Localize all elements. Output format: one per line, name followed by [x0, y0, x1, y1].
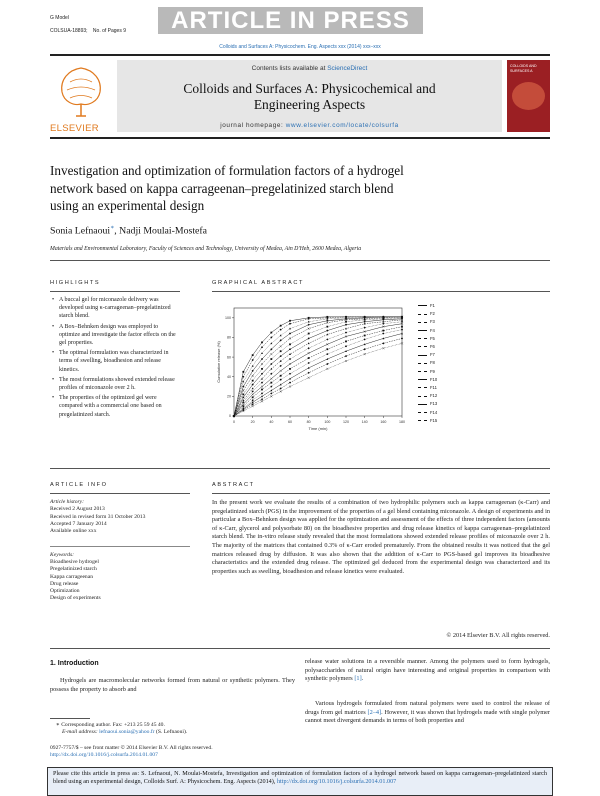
- citation-text: Please cite this article in press as: S. Lefnaoui, N. Moulai-Mostefa, Investigation and optimization of formulation factors of a hydrogel network based on kappa carrageenan–pregelatinized starch blend using an experimental design, Colloids Surf. A: Physicochem. Eng. Aspects (2014),: [53, 770, 547, 785]
- data-point: [401, 337, 403, 339]
- legend-label: F12: [430, 393, 438, 399]
- data-point: [326, 330, 328, 332]
- data-point: [308, 377, 310, 379]
- data-point: [382, 330, 384, 332]
- email-link[interactable]: lefnaoui.sonia@yahoo.fr: [99, 729, 155, 736]
- keyword: Optimization: [50, 588, 80, 595]
- legend-label: F11: [430, 385, 437, 391]
- data-point: [252, 387, 254, 389]
- data-point: [252, 380, 254, 382]
- legend-label: F2: [430, 311, 435, 317]
- data-point: [261, 373, 263, 375]
- data-point: [289, 386, 291, 388]
- data-point: [252, 405, 254, 407]
- online-date: Available online xxx: [50, 528, 97, 535]
- footnote-corresponding: [56, 722, 187, 737]
- data-point: [261, 346, 263, 348]
- plot-frame: [234, 308, 402, 416]
- legend-entry: [418, 417, 478, 425]
- series-line: [234, 317, 402, 416]
- y-tick-label: 100: [225, 316, 231, 321]
- data-point: [364, 321, 366, 323]
- data-point: [401, 329, 403, 331]
- data-point: [280, 345, 282, 347]
- data-point: [345, 345, 347, 347]
- series-line: [234, 317, 402, 416]
- legend-entry: [418, 302, 478, 310]
- data-point: [261, 398, 263, 400]
- article-code: [50, 28, 126, 34]
- journal-title-line-1: Colloids and Surfaces A: Physicochemical and: [183, 81, 436, 96]
- journal-cover-image: [507, 60, 550, 132]
- y-tick-label: 20: [227, 394, 231, 399]
- keywords-label: Keywords:: [50, 552, 75, 558]
- elsevier-logo[interactable]: [50, 60, 112, 132]
- data-point: [326, 343, 328, 345]
- front-matter: [50, 745, 213, 760]
- legend-swatch: [418, 355, 427, 356]
- series-line: [234, 318, 402, 416]
- ref-link[interactable]: [1]: [354, 675, 362, 683]
- data-point: [242, 403, 244, 405]
- citation-text-block: [48, 768, 552, 788]
- accepted-date: Accepted 7 January 2014: [50, 520, 107, 527]
- data-point: [326, 333, 328, 335]
- citation-box: [47, 767, 553, 796]
- title-line-3: using an experimental design: [50, 198, 205, 213]
- legend-swatch: [418, 338, 427, 339]
- legend-entry: [418, 409, 478, 417]
- legend-swatch: [418, 379, 427, 380]
- received-date: Received 2 August 2013: [50, 506, 105, 513]
- article-history: [50, 499, 195, 535]
- data-point: [345, 340, 347, 342]
- issn-line: 0927-7757/$ – see front matter © 2014 Elsevier B.V. All rights reserved.: [50, 745, 213, 751]
- data-point: [270, 389, 272, 391]
- highlights-heading: HIGHLIGHTS: [50, 280, 101, 286]
- data-point: [382, 342, 384, 344]
- legend-entry: [418, 368, 478, 376]
- data-point: [308, 338, 310, 340]
- data-point: [261, 363, 263, 365]
- data-point: [345, 324, 347, 326]
- homepage-url[interactable]: www.elsevier.com/locate/colsurfa: [285, 122, 399, 129]
- data-point: [242, 394, 244, 396]
- elsevier-tree-icon: [50, 60, 112, 120]
- data-point: [345, 321, 347, 323]
- legend-label: F10: [430, 376, 438, 382]
- right-para-1-end: .: [361, 675, 364, 683]
- cover-graphic: [512, 82, 545, 110]
- data-point: [326, 353, 328, 355]
- data-point: [252, 396, 254, 398]
- model-label: G Model: [50, 15, 69, 21]
- intro-paragraph-left: Hydrogels are macromolecular networks formed from natural or synthetic polymers. They possess the property to absorb and: [50, 677, 295, 693]
- data-point: [280, 329, 282, 331]
- keyword: Kappa carrageenan: [50, 573, 94, 580]
- data-point: [261, 341, 263, 343]
- legend-label: F4: [430, 327, 435, 333]
- x-tick-label: 100: [324, 420, 331, 424]
- data-point: [242, 396, 244, 398]
- ref-link[interactable]: [2–4]: [367, 708, 382, 716]
- data-point: [270, 363, 272, 365]
- data-point: [270, 382, 272, 384]
- data-point: [364, 348, 366, 350]
- data-point: [261, 395, 263, 397]
- introduction-heading: 1. Introduction: [50, 660, 99, 667]
- data-point: [308, 324, 310, 326]
- revised-date: Received in revised form 31 October 2013: [50, 513, 146, 520]
- intro-paragraph-right-1: [305, 658, 550, 684]
- legend-label: F6: [430, 344, 435, 350]
- legend-swatch: [418, 404, 427, 405]
- highlight-item: • A Box–Behnken design was employed to optimize and investigate the factor effects on the gel properties.: [59, 323, 180, 348]
- graphical-abstract-chart: [212, 300, 422, 440]
- copyright: © 2014 Elsevier B.V. All rights reserved.: [446, 632, 550, 639]
- data-point: [270, 386, 272, 388]
- series-line: [234, 317, 402, 416]
- y-tick-label: 80: [227, 335, 231, 340]
- data-point: [270, 378, 272, 380]
- data-point: [289, 363, 291, 365]
- data-point: [326, 368, 328, 370]
- series-line: [234, 324, 402, 416]
- data-point: [280, 325, 282, 327]
- pages-label: No. of Pages 9: [92, 28, 126, 34]
- data-point: [289, 358, 291, 360]
- data-point: [261, 368, 263, 370]
- data-point: [401, 321, 403, 323]
- series-line: [234, 322, 402, 416]
- keyword: Pregelatinized starch: [50, 566, 97, 573]
- legend-entry: [418, 327, 478, 335]
- data-point: [280, 387, 282, 389]
- data-point: [308, 333, 310, 335]
- data-point: [308, 347, 310, 349]
- cover-title: COLLOIDS AND SURFACES A: [510, 64, 537, 73]
- legend-swatch: [418, 314, 427, 315]
- data-point: [270, 353, 272, 355]
- data-point: [242, 399, 244, 401]
- legend-label: F9: [430, 368, 435, 374]
- data-point: [252, 403, 254, 405]
- data-point: [345, 360, 347, 362]
- legend-swatch: [418, 305, 427, 306]
- data-point: [289, 348, 291, 350]
- x-axis-label: Time (min): [308, 426, 328, 431]
- publisher-name: ELSEVIER: [50, 123, 99, 134]
- data-point: [364, 353, 366, 355]
- data-point: [364, 327, 366, 329]
- x-tick-label: 140: [361, 420, 368, 424]
- data-point: [308, 372, 310, 374]
- journal-title: [117, 81, 502, 113]
- data-point: [308, 318, 310, 320]
- title-line-2: network based on kappa carrageenan–pregelatinized starch blend: [50, 180, 394, 196]
- affiliation: Materials and Environmental Laboratory, Faculty of Sciences and Technology, University of Medea, Ain D'Heb, 2600 Medea, Algeria: [50, 246, 362, 252]
- y-axis-label: Cumulative release (%): [216, 341, 221, 383]
- abstract-text: In the present work we evaluate the results of a combination of two hydrophilic polymers such as kappa carrageenan (κ-Carr) and pregelatinized starch (PGS) in the improvement of the properties of a gel blend containing miconazole. A design of experiments and in particular a Box–Behnken design was applied for the optimization and assessment of the effects of three independent factors (amounts of κ-Carr, glycerol and polysorbate 80) on the bioadhesive properties and drug release kinetics of kappa carrageenan–pregelatinized starch blend. The in-vitro release study revealed that the most formulations showed extended release profiles of miconazole over 2 h. The majority of the matrices that contained 0.3% of κ-Carr eroded prematurely. From the obtained results it was noticed that the gel matrices released drug by diffusion. It was also shown that the addition of κ-Carr to PGS-based gel improves its bioadhesive characteristics and the extended drug release. The optimized gel deduced from the experimental design was characterized and its properties such as swelling, bioadhesion and release kinetics were evaluated.: [212, 499, 550, 575]
- chart-legend: [418, 302, 478, 425]
- data-point: [382, 347, 384, 349]
- x-tick-label: 120: [343, 420, 349, 424]
- author-1[interactable]: Sonia Lefnaoui: [50, 225, 111, 237]
- data-point: [270, 358, 272, 360]
- y-tick-label: 40: [227, 374, 231, 379]
- legend-entry: [418, 376, 478, 384]
- x-tick-label: 60: [288, 420, 292, 424]
- legend-label: F13: [430, 401, 438, 407]
- legend-swatch: [418, 322, 427, 323]
- legend-label: F8: [430, 360, 435, 366]
- legend-entry: [418, 335, 478, 343]
- graphical-abstract-heading: GRAPHICAL ABSTRACT: [212, 280, 305, 286]
- data-point: [280, 360, 282, 362]
- doi-link[interactable]: http://dx.doi.org/10.1016/j.colsurfa.2014.01.007: [50, 752, 158, 759]
- data-point: [308, 362, 310, 364]
- legend-swatch: [418, 396, 427, 397]
- keyword: Drug release: [50, 580, 79, 587]
- legend-entry: [418, 359, 478, 367]
- data-point: [280, 383, 282, 385]
- keywords: [50, 552, 195, 602]
- sciencedirect-link[interactable]: ScienceDirect: [327, 65, 368, 72]
- data-point: [308, 328, 310, 330]
- x-tick-label: 20: [250, 420, 255, 424]
- data-point: [289, 368, 291, 370]
- data-point: [326, 363, 328, 365]
- history-label: Article history:: [50, 499, 85, 505]
- right-para-1-text: release water solutions in a reversible manner. Among the polymers used to form hydrogels, polysaccharides of natural origin have interesting and original properties in comparison with synthetic polymers: [305, 658, 550, 683]
- data-point: [280, 390, 282, 392]
- data-point: [289, 373, 291, 375]
- data-point: [270, 337, 272, 339]
- legend-entry: [418, 343, 478, 351]
- data-point: [289, 328, 291, 330]
- title-line-1: Investigation and optimization of formulation factors of a hydrogel: [50, 163, 404, 178]
- release-chart: [212, 300, 422, 440]
- citation-doi-link[interactable]: http://dx.doi.org/10.1016/j.colsurfa.2014.01.007: [276, 778, 397, 785]
- data-point: [308, 357, 310, 359]
- code-label: COLSUA-18893;: [50, 28, 88, 34]
- data-point: [364, 339, 366, 341]
- legend-swatch: [418, 387, 427, 388]
- data-point: [261, 389, 263, 391]
- data-point: [270, 392, 272, 394]
- legend-entry: [418, 351, 478, 359]
- data-point: [345, 331, 347, 333]
- data-point: [261, 386, 263, 388]
- legend-swatch: [418, 371, 427, 372]
- legend-label: F5: [430, 335, 435, 341]
- data-point: [280, 334, 282, 336]
- y-tick-label: 60: [227, 355, 231, 360]
- data-point: [280, 355, 282, 357]
- data-point: [242, 385, 244, 387]
- homepage-prefix: journal homepage:: [220, 122, 284, 129]
- email-suffix: (S. Lefnaoui).: [155, 729, 188, 736]
- data-point: [364, 335, 366, 337]
- legend-swatch: [418, 412, 427, 413]
- data-point: [252, 359, 254, 361]
- data-point: [326, 320, 328, 322]
- author-2[interactable]: , Nadji Moulai-Mostefa: [114, 225, 207, 237]
- legend-entry: [418, 310, 478, 318]
- legend-swatch: [418, 346, 427, 347]
- series-line: [234, 317, 402, 416]
- corresponding-mark[interactable]: ∗: [110, 225, 115, 231]
- data-point: [270, 332, 272, 334]
- highlight-item: • The optimal formulation was characterized in terms of swelling, bioadhesion and release kinetics.: [59, 349, 180, 374]
- data-point: [345, 328, 347, 330]
- data-point: [289, 382, 291, 384]
- data-point: [364, 319, 366, 321]
- legend-swatch: [418, 330, 427, 331]
- x-tick-label: 0: [233, 420, 235, 424]
- data-point: [326, 338, 328, 340]
- article-in-press-banner: [158, 7, 423, 34]
- legend-label: F15: [430, 417, 438, 423]
- keyword: Bioadhesive hydrogel: [50, 559, 99, 566]
- highlight-item: • The properties of the optimized gel were compared with a commercial one based on pregelatinized starch.: [59, 394, 180, 419]
- author-list: [50, 224, 207, 236]
- legend-label: F14: [430, 409, 438, 415]
- highlights-list: [50, 296, 180, 421]
- data-point: [252, 354, 254, 356]
- x-tick-label: 160: [380, 420, 387, 424]
- x-tick-label: 40: [269, 420, 274, 424]
- data-point: [280, 379, 282, 381]
- legend-entry: [418, 318, 478, 326]
- journal-reference[interactable]: Colloids and Surfaces A: Physicochem. Eng. Aspects xxx (2014) xxx–xxx: [219, 44, 381, 50]
- data-point: [242, 389, 244, 391]
- article-title: [50, 162, 520, 215]
- data-point: [252, 384, 254, 386]
- legend-swatch: [418, 363, 427, 364]
- article-info-heading: ARTICLE INFO: [50, 482, 108, 488]
- abstract-heading: ABSTRACT: [212, 482, 255, 488]
- highlight-item: • The most formulations showed extended release profiles of miconazole over 2 h.: [59, 376, 180, 392]
- data-point: [308, 352, 310, 354]
- data-point: [252, 399, 254, 401]
- highlight-item: • A buccal gel for miconazole delivery was developed using κ-carrageenan–pregelatinized starch blend.: [59, 296, 180, 321]
- email-label: E-mail address:: [62, 729, 98, 736]
- data-point: [401, 326, 403, 328]
- series-line: [234, 317, 402, 416]
- journal-title-line-2: Engineering Aspects: [253, 97, 366, 112]
- data-point: [382, 333, 384, 335]
- data-point: [242, 371, 244, 373]
- y-tick-label: 0: [229, 414, 231, 419]
- data-point: [261, 352, 263, 354]
- banner-text: ARTICLE IN PRESS: [171, 7, 410, 34]
- data-point: [270, 395, 272, 397]
- data-point: [326, 326, 328, 328]
- legend-label: F3: [430, 319, 435, 325]
- data-point: [242, 405, 244, 407]
- legend-entry: [418, 392, 478, 400]
- series-line: [234, 330, 402, 416]
- corresponding-author-note: ∗ Corresponding author. Fax: +213 25 59 45 40.: [56, 722, 165, 728]
- data-point: [289, 343, 291, 345]
- series-line: [234, 320, 402, 416]
- legend-swatch: [418, 420, 427, 421]
- data-point: [289, 323, 291, 325]
- data-point: [289, 337, 291, 339]
- data-point: [382, 323, 384, 325]
- data-point: [261, 393, 263, 395]
- series-line: [234, 343, 402, 416]
- data-point: [382, 319, 384, 321]
- intro-paragraph-right-2: [305, 700, 550, 726]
- legend-label: F7: [430, 352, 435, 358]
- keyword: Design of experiments: [50, 595, 101, 602]
- data-point: [252, 393, 254, 395]
- data-point: [401, 332, 403, 334]
- contents-line: [117, 65, 502, 72]
- x-tick-label: 180: [399, 420, 405, 424]
- contents-prefix: Contents lists available at: [251, 65, 326, 72]
- data-point: [280, 375, 282, 377]
- data-point: [280, 370, 282, 372]
- data-point: [252, 401, 254, 403]
- right-para-2-end: . However, it was shown that hydrogels made with single polymer cannot meet divergent demands in terms of both properties and: [305, 708, 550, 725]
- data-point: [345, 355, 347, 357]
- data-point: [326, 348, 328, 350]
- homepage-line: [117, 122, 502, 129]
- data-point: [289, 320, 291, 322]
- data-point: [289, 353, 291, 355]
- data-point: [242, 376, 244, 378]
- legend-label: F1: [430, 303, 435, 308]
- data-point: [280, 350, 282, 352]
- data-point: [252, 375, 254, 377]
- legend-entry: [418, 400, 478, 408]
- legend-entry: [418, 384, 478, 392]
- right-para-2-text: Various hydrogels formulated from natural polymers were used to control the release of drugs from gel matrices: [305, 700, 550, 716]
- data-point: [261, 400, 263, 402]
- journal-masthead: [117, 60, 502, 132]
- x-tick-label: 80: [306, 420, 311, 424]
